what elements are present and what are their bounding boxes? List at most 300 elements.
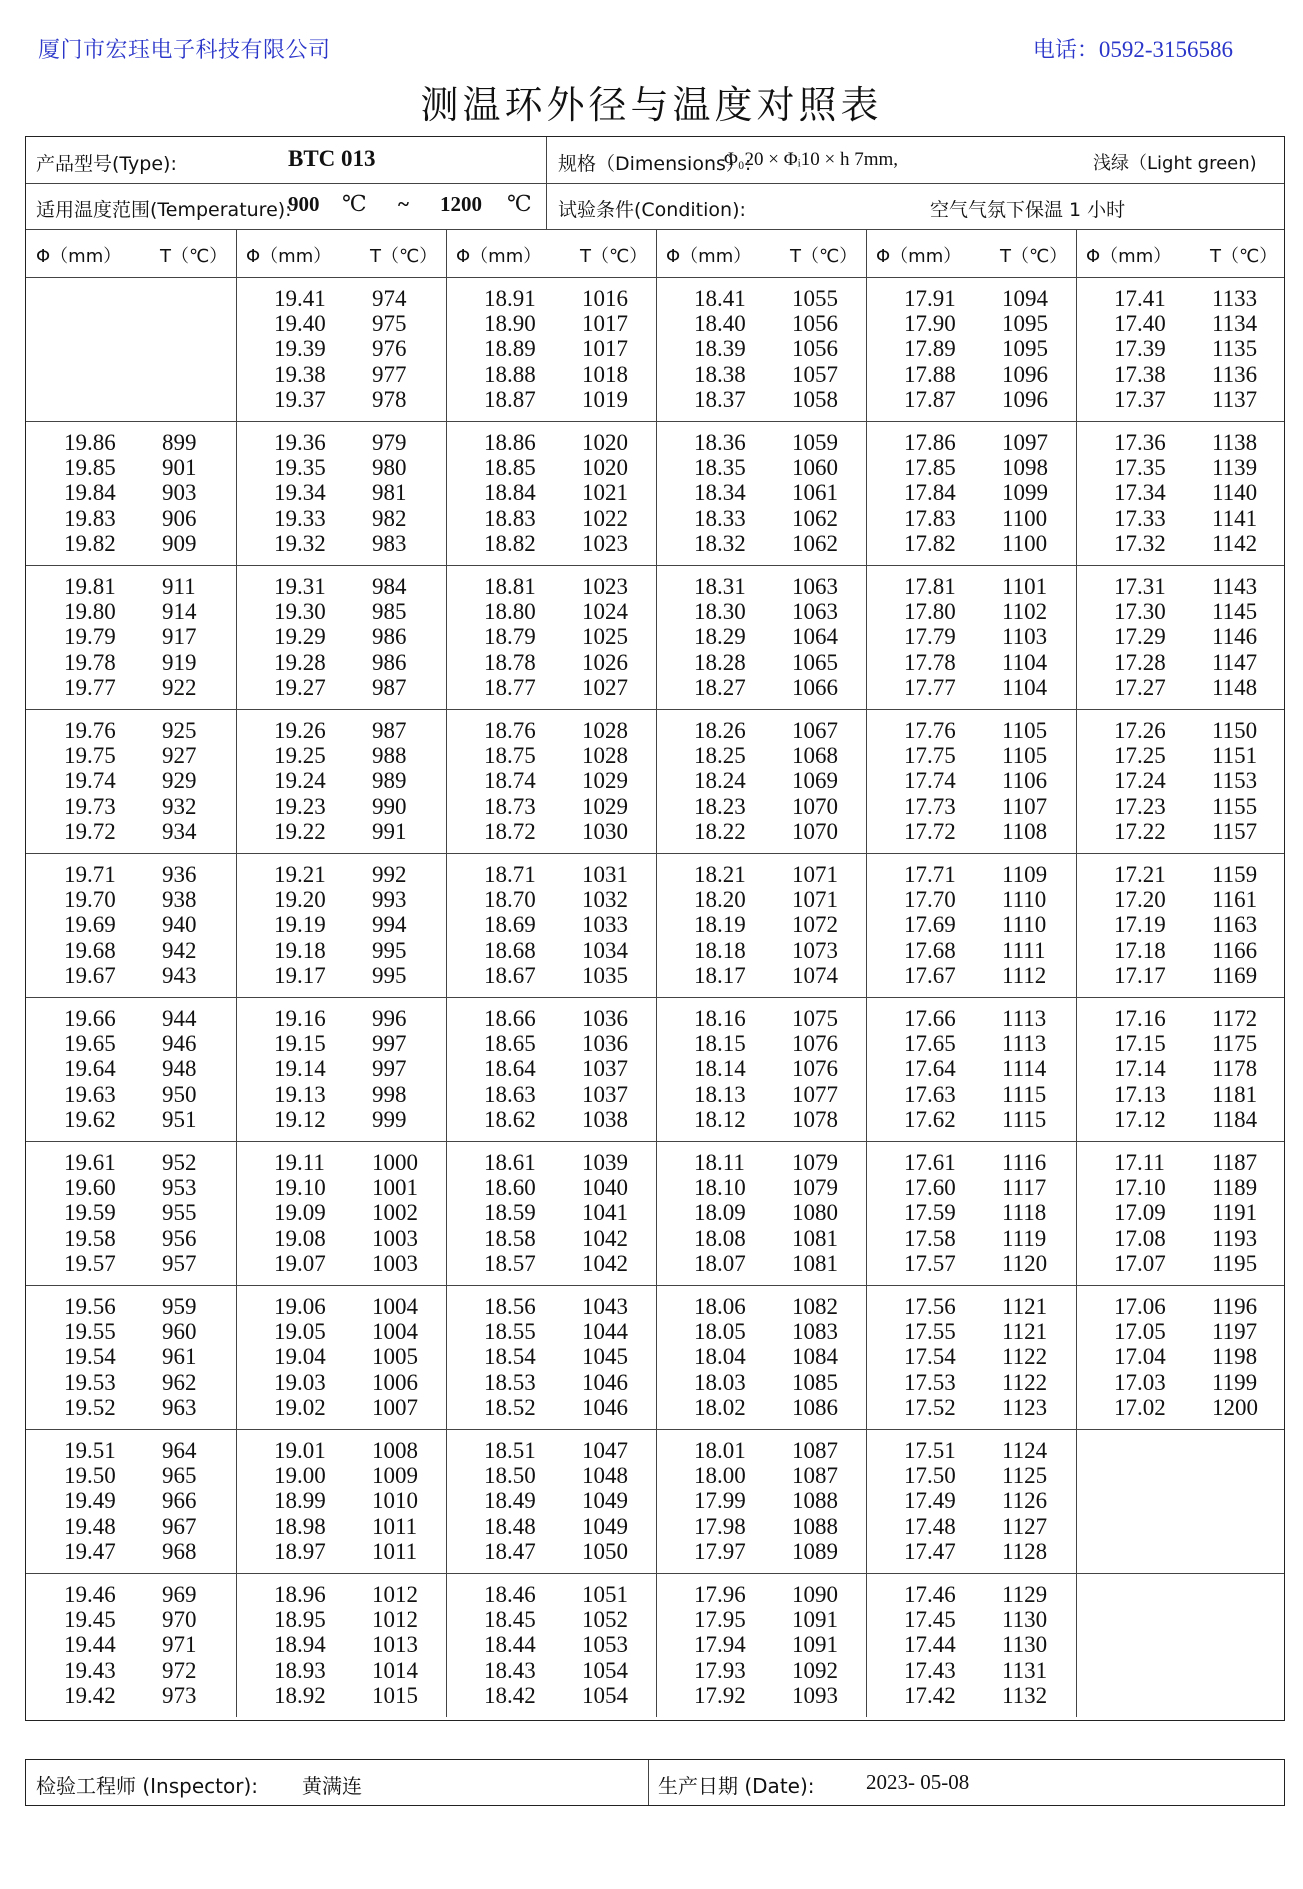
temperature-value: 1083 — [792, 1319, 838, 1345]
diameter-value: 18.17 — [694, 962, 746, 988]
diameter-value: 17.45 — [904, 1607, 956, 1633]
diameter-value: 17.79 — [904, 624, 956, 650]
temperature-value: 1035 — [582, 962, 628, 988]
temperature-value: 917 — [162, 624, 197, 650]
temperature-value: 1191 — [1212, 1200, 1258, 1226]
temperature-value: 1150 — [1212, 718, 1258, 743]
diameter-value: 19.15 — [274, 1031, 326, 1057]
diameter-value: 19.83 — [64, 505, 116, 531]
temperature-value: 1020 — [582, 430, 628, 455]
temperature-value: 971 — [162, 1632, 197, 1658]
temperature-value: 1047 — [582, 1438, 628, 1463]
temperature-value: 1095 — [1002, 336, 1048, 362]
temperature-value: 1076 — [792, 1031, 838, 1057]
diameter-value: 17.19 — [1114, 912, 1166, 938]
diameter-value: 17.09 — [1114, 1200, 1166, 1226]
diameter-value: 19.22 — [274, 818, 326, 844]
temperature-value: 1075 — [792, 1006, 838, 1031]
temperature-value: 1118 — [1002, 1200, 1047, 1226]
diameter-value: 19.57 — [64, 1250, 116, 1276]
diameter-value: 17.73 — [904, 793, 956, 819]
diameter-value: 18.90 — [484, 311, 536, 337]
diameter-value: 17.66 — [904, 1006, 956, 1031]
diameter-value: 18.68 — [484, 937, 536, 963]
diameter-value: 18.27 — [694, 674, 746, 700]
temperature-value: 934 — [162, 818, 197, 844]
temperature-value: 997 — [372, 1056, 407, 1082]
diameter-value: 19.42 — [64, 1682, 116, 1708]
diameter-value: 19.14 — [274, 1056, 326, 1082]
diameter-value: 17.10 — [1114, 1175, 1166, 1201]
temperature-value: 966 — [162, 1488, 197, 1514]
date-value: 2023- 05-08 — [866, 1770, 970, 1794]
diameter-value: 18.48 — [484, 1513, 536, 1539]
diameter-value: 17.06 — [1114, 1294, 1166, 1319]
diameter-value: 18.18 — [694, 937, 746, 963]
diameter-value: 19.76 — [64, 718, 116, 743]
diameter-value: 18.73 — [484, 793, 536, 819]
diameter-value: 17.67 — [904, 962, 956, 988]
diameter-value: 17.98 — [694, 1513, 746, 1539]
diameter-value: 18.65 — [484, 1031, 536, 1057]
diameter-value: 19.00 — [274, 1463, 326, 1489]
temperature-value: 1196 — [1212, 1294, 1258, 1319]
temperature-value: 992 — [372, 862, 407, 887]
diameter-value: 19.40 — [274, 311, 326, 337]
temperature-value: 1050 — [582, 1538, 628, 1564]
diameter-value: 18.85 — [484, 455, 536, 481]
diameter-value: 18.80 — [484, 599, 536, 625]
temperature-value: 1145 — [1212, 599, 1258, 625]
diameter-value: 18.74 — [484, 768, 536, 794]
temperature-value: 959 — [162, 1294, 197, 1319]
temperature-value: 1102 — [1002, 599, 1048, 625]
diameter-value: 17.29 — [1114, 624, 1166, 650]
temperature-value: 1110 — [1002, 887, 1047, 913]
diameter-value: 18.64 — [484, 1056, 536, 1082]
date-label: 生产日期 (Date): — [658, 1774, 815, 1798]
diameter-value: 19.65 — [64, 1031, 116, 1057]
diameter-value: 17.56 — [904, 1294, 956, 1319]
diameter-value: 17.87 — [904, 386, 956, 412]
diameter-value: 19.27 — [274, 674, 326, 700]
diameter-value: 17.28 — [1114, 649, 1166, 675]
diameter-value: 17.80 — [904, 599, 956, 625]
temp-min: 900 — [288, 192, 320, 216]
temperature-value: 1012 — [372, 1582, 418, 1607]
temperature-value: 1193 — [1212, 1225, 1258, 1251]
temperature-value: 1138 — [1212, 430, 1258, 455]
diameter-value: 17.95 — [694, 1607, 746, 1633]
diameter-value: 18.54 — [484, 1344, 536, 1370]
temperature-value: 938 — [162, 887, 197, 913]
temperature-value: 973 — [162, 1682, 197, 1708]
temperature-value: 1065 — [792, 649, 838, 675]
temperature-value: 1189 — [1212, 1175, 1258, 1201]
diameter-value: 19.78 — [64, 649, 116, 675]
diameter-value: 17.97 — [694, 1538, 746, 1564]
temperature-value: 944 — [162, 1006, 197, 1031]
temperature-value: 1159 — [1212, 862, 1258, 887]
temperature-value: 1090 — [792, 1582, 838, 1607]
diameter-value: 19.19 — [274, 912, 326, 938]
diameter-value: 18.22 — [694, 818, 746, 844]
temperature-value: 988 — [372, 743, 407, 769]
temperature-value: 993 — [372, 887, 407, 913]
diameter-value: 18.76 — [484, 718, 536, 743]
diameter-value: 18.10 — [694, 1175, 746, 1201]
temperature-value: 1008 — [372, 1438, 418, 1463]
diameter-value: 18.02 — [694, 1394, 746, 1420]
temperature-value: 1021 — [582, 480, 628, 506]
diameter-value: 18.50 — [484, 1463, 536, 1489]
diameter-value: 18.13 — [694, 1081, 746, 1107]
diameter-value: 17.60 — [904, 1175, 956, 1201]
diameter-value: 18.21 — [694, 862, 746, 887]
diameter-value: 18.11 — [694, 1150, 745, 1175]
temperature-value: 983 — [372, 530, 407, 556]
temperature-value: 1062 — [792, 530, 838, 556]
diameter-value: 18.24 — [694, 768, 746, 794]
temperature-value: 1163 — [1212, 912, 1258, 938]
diameter-value: 19.30 — [274, 599, 326, 625]
temperature-value: 1060 — [792, 455, 838, 481]
temperature-value: 1036 — [582, 1006, 628, 1031]
temperature-value: 977 — [372, 361, 407, 387]
temperature-value: 1143 — [1212, 574, 1258, 599]
temp-max: 1200 — [440, 192, 482, 216]
diameter-value: 17.25 — [1114, 743, 1166, 769]
temperature-value: 1130 — [1002, 1607, 1048, 1633]
diameter-value: 17.41 — [1114, 286, 1166, 311]
diameter-value: 17.50 — [904, 1463, 956, 1489]
diameter-value: 19.46 — [64, 1582, 116, 1607]
temperature-value: 1133 — [1212, 286, 1258, 311]
temperature-value: 1037 — [582, 1081, 628, 1107]
diameter-value: 17.13 — [1114, 1081, 1166, 1107]
temperature-value: 1175 — [1212, 1031, 1258, 1057]
diameter-value: 17.16 — [1114, 1006, 1166, 1031]
temperature-value: 1197 — [1212, 1319, 1258, 1345]
diameter-value: 18.88 — [484, 361, 536, 387]
diameter-value: 18.75 — [484, 743, 536, 769]
diameter-value: 18.91 — [484, 286, 536, 311]
diameter-value: 18.56 — [484, 1294, 536, 1319]
temperature-value: 1032 — [582, 887, 628, 913]
temperature-value: 980 — [372, 455, 407, 481]
diameter-value: 18.32 — [694, 530, 746, 556]
temperature-value: 1056 — [792, 311, 838, 337]
temperature-value: 969 — [162, 1582, 197, 1607]
temperature-value: 1017 — [582, 336, 628, 362]
diameter-value: 18.97 — [274, 1538, 326, 1564]
temperature-value: 1122 — [1002, 1369, 1048, 1395]
temperature-value: 1003 — [372, 1250, 418, 1276]
temperature-value: 1161 — [1212, 887, 1258, 913]
diameter-value: 17.64 — [904, 1056, 956, 1082]
diameter-value: 19.50 — [64, 1463, 116, 1489]
temperature-value: 1046 — [582, 1369, 628, 1395]
temperature-value: 1079 — [792, 1175, 838, 1201]
temperature-value: 989 — [372, 768, 407, 794]
temperature-value: 997 — [372, 1031, 407, 1057]
temperature-value: 956 — [162, 1225, 197, 1251]
diameter-value: 19.47 — [64, 1538, 116, 1564]
temperature-value: 1023 — [582, 530, 628, 556]
temperature-value: 950 — [162, 1081, 197, 1107]
diameter-value: 18.79 — [484, 624, 536, 650]
temperature-value: 961 — [162, 1344, 197, 1370]
diameter-value: 18.70 — [484, 887, 536, 913]
diameter-value: 17.78 — [904, 649, 956, 675]
diameter-value: 17.86 — [904, 430, 956, 455]
diameter-value: 18.34 — [694, 480, 746, 506]
footer — [25, 1759, 1285, 1806]
temperature-value: 1068 — [792, 743, 838, 769]
temperature-value: 1038 — [582, 1106, 628, 1132]
temperature-value: 1099 — [1002, 480, 1048, 506]
diameter-value: 17.35 — [1114, 455, 1166, 481]
temperature-value: 1125 — [1002, 1463, 1048, 1489]
diameter-value: 17.37 — [1114, 386, 1166, 412]
temperature-value: 1121 — [1002, 1294, 1048, 1319]
temperature-value: 1127 — [1002, 1513, 1048, 1539]
temperature-value: 1019 — [582, 386, 628, 412]
temperature-value: 1105 — [1002, 743, 1048, 769]
diameter-value: 19.79 — [64, 624, 116, 650]
diameter-value: 18.04 — [694, 1344, 746, 1370]
diameter-value: 17.52 — [904, 1394, 956, 1420]
diameter-value: 19.26 — [274, 718, 326, 743]
temperature-value: 1109 — [1002, 862, 1048, 887]
temperature-value: 1084 — [792, 1344, 838, 1370]
temperature-value: 1052 — [582, 1607, 628, 1633]
diameter-value: 18.53 — [484, 1369, 536, 1395]
temperature-value: 964 — [162, 1438, 197, 1463]
inspector-label: 检验工程师 (Inspector): — [36, 1774, 258, 1798]
temperature-value: 1088 — [792, 1513, 838, 1539]
diameter-value: 19.25 — [274, 743, 326, 769]
temperature-value: 1128 — [1002, 1538, 1048, 1564]
diameter-value: 18.96 — [274, 1582, 326, 1607]
diameter-value: 17.44 — [904, 1632, 956, 1658]
temperature-value: 952 — [162, 1150, 197, 1175]
diameter-value: 19.82 — [64, 530, 116, 556]
diameter-value: 17.22 — [1114, 818, 1166, 844]
diameter-value: 18.47 — [484, 1538, 536, 1564]
diameter-value: 18.59 — [484, 1200, 536, 1226]
diameter-value: 19.13 — [274, 1081, 326, 1107]
temperature-value: 1014 — [372, 1657, 418, 1683]
temperature-value: 1157 — [1212, 818, 1258, 844]
temperature-value: 903 — [162, 480, 197, 506]
temperature-value: 1087 — [792, 1463, 838, 1489]
temperature-value: 979 — [372, 430, 407, 455]
diameter-value: 18.26 — [694, 718, 746, 743]
temperature-value: 1028 — [582, 743, 628, 769]
temperature-value: 1072 — [792, 912, 838, 938]
diameter-value: 18.09 — [694, 1200, 746, 1226]
diameter-value: 18.40 — [694, 311, 746, 337]
temperature-value: 1115 — [1002, 1081, 1047, 1107]
dimensions-label: 规格（Dimensions）: — [558, 153, 752, 175]
temperature-value: 1059 — [792, 430, 838, 455]
diameter-value: 17.74 — [904, 768, 956, 794]
temperature-value: 1056 — [792, 336, 838, 362]
diameter-value: 19.18 — [274, 937, 326, 963]
temperature-value: 1063 — [792, 574, 838, 599]
diameter-value: 17.43 — [904, 1657, 956, 1683]
company-name: 厦门市宏珏电子科技有限公司 — [38, 38, 331, 63]
diameter-value: 17.72 — [904, 818, 956, 844]
temperature-value: 1070 — [792, 793, 838, 819]
diameter-value: 18.20 — [694, 887, 746, 913]
diameter-value: 19.45 — [64, 1607, 116, 1633]
temperature-value: 1020 — [582, 455, 628, 481]
diameter-value: 17.07 — [1114, 1250, 1166, 1276]
diameter-value: 19.24 — [274, 768, 326, 794]
temperature-value: 1100 — [1002, 505, 1048, 531]
type-label: 产品型号(Type): — [36, 153, 177, 175]
dimensions-value: Φ₀20 × Φᵢ10 × h 7mm, — [724, 149, 898, 170]
diameter-value: 19.04 — [274, 1344, 326, 1370]
diameter-value: 18.60 — [484, 1175, 536, 1201]
diameter-value: 19.36 — [274, 430, 326, 455]
temperature-value: 901 — [162, 455, 197, 481]
diameter-value: 19.32 — [274, 530, 326, 556]
diameter-value: 17.42 — [904, 1682, 956, 1708]
diameter-value: 19.21 — [274, 862, 326, 887]
temperature-value: 1003 — [372, 1225, 418, 1251]
temperature-value: 987 — [372, 718, 407, 743]
temperature-value: 1044 — [582, 1319, 628, 1345]
temperature-value: 1042 — [582, 1225, 628, 1251]
temperature-value: 1049 — [582, 1488, 628, 1514]
temperature-value: 948 — [162, 1056, 197, 1082]
temperature-value: 974 — [372, 286, 407, 311]
temperature-value: 1034 — [582, 937, 628, 963]
diameter-value: 19.70 — [64, 887, 116, 913]
temperature-value: 1051 — [582, 1582, 628, 1607]
diameter-value: 17.40 — [1114, 311, 1166, 337]
diameter-value: 19.69 — [64, 912, 116, 938]
temperature-value: 1166 — [1212, 937, 1258, 963]
temperature-value: 1126 — [1002, 1488, 1048, 1514]
temperature-value: 1107 — [1002, 793, 1048, 819]
diameter-value: 17.75 — [904, 743, 956, 769]
diameter-value: 17.68 — [904, 937, 956, 963]
temperature-value: 1131 — [1002, 1657, 1048, 1683]
type-value: BTC 013 — [288, 146, 376, 171]
temperature-value: 1115 — [1002, 1106, 1047, 1132]
diameter-value: 18.57 — [484, 1250, 536, 1276]
diameter-value: 19.39 — [274, 336, 326, 362]
temperature-value: 1094 — [1002, 286, 1048, 311]
conversion-table — [25, 136, 1285, 1721]
temperature-value: 1025 — [582, 624, 628, 650]
temperature-value: 1130 — [1002, 1632, 1048, 1658]
temperature-value: 1117 — [1002, 1175, 1047, 1201]
temperature-value: 1080 — [792, 1200, 838, 1226]
diameter-value: 18.52 — [484, 1394, 536, 1420]
color-value: 浅绿（Light green) — [1093, 153, 1257, 174]
diameter-value: 18.39 — [694, 336, 746, 362]
diameter-value: 19.43 — [64, 1657, 116, 1683]
temperature-value: 1101 — [1002, 574, 1048, 599]
diameter-value: 17.59 — [904, 1200, 956, 1226]
diameter-value: 19.61 — [64, 1150, 116, 1175]
diameter-value: 17.57 — [904, 1250, 956, 1276]
diameter-value: 18.44 — [484, 1632, 536, 1658]
temperature-value: 1015 — [372, 1682, 418, 1708]
temperature-value: 914 — [162, 599, 197, 625]
diameter-value: 17.11 — [1114, 1150, 1165, 1175]
phone-label: 电话： — [1032, 38, 1099, 63]
diameter-value: 17.38 — [1114, 361, 1166, 387]
temp-unit-max: ℃ — [507, 191, 532, 216]
diameter-value: 19.85 — [64, 455, 116, 481]
temperature-value: 1011 — [372, 1513, 418, 1539]
temperature-value: 1122 — [1002, 1344, 1048, 1370]
diameter-value: 18.42 — [484, 1682, 536, 1708]
column-header-temp: T（℃） — [580, 246, 648, 267]
temperature-value: 1010 — [372, 1488, 418, 1514]
temperature-value: 1029 — [582, 768, 628, 794]
temperature-value: 1079 — [792, 1150, 838, 1175]
temperature-value: 1195 — [1212, 1250, 1258, 1276]
diameter-value: 18.46 — [484, 1582, 536, 1607]
temperature-value: 1078 — [792, 1106, 838, 1132]
diameter-value: 19.62 — [64, 1106, 116, 1132]
diameter-value: 18.43 — [484, 1657, 536, 1683]
diameter-value: 18.25 — [694, 743, 746, 769]
diameter-value: 19.17 — [274, 962, 326, 988]
temperature-value: 982 — [372, 505, 407, 531]
temperature-value: 1069 — [792, 768, 838, 794]
column-header-phi: Φ（mm） — [666, 246, 752, 267]
temperature-value: 1081 — [792, 1250, 838, 1276]
diameter-value: 19.10 — [274, 1175, 326, 1201]
diameter-value: 19.35 — [274, 455, 326, 481]
diameter-value: 17.58 — [904, 1225, 956, 1251]
temperature-value: 1066 — [792, 674, 838, 700]
column-header-phi: Φ（mm） — [36, 246, 122, 267]
temperature-value: 960 — [162, 1319, 197, 1345]
page-title: 测温环外径与温度对照表 — [420, 83, 883, 127]
temperature-value: 1041 — [582, 1200, 628, 1226]
diameter-value: 19.52 — [64, 1394, 116, 1420]
temperature-value: 953 — [162, 1175, 197, 1201]
temperature-value: 1004 — [372, 1319, 418, 1345]
temperature-value: 1027 — [582, 674, 628, 700]
temperature-value: 1028 — [582, 718, 628, 743]
diameter-value: 18.72 — [484, 818, 536, 844]
diameter-value: 19.38 — [274, 361, 326, 387]
temperature-value: 1004 — [372, 1294, 418, 1319]
temperature-value: 955 — [162, 1200, 197, 1226]
temperature-value: 1199 — [1212, 1369, 1258, 1395]
temperature-value: 1089 — [792, 1538, 838, 1564]
diameter-value: 18.05 — [694, 1319, 746, 1345]
temperature-value: 1151 — [1212, 743, 1258, 769]
temperature-value: 1005 — [372, 1344, 418, 1370]
temperature-value: 1098 — [1002, 455, 1048, 481]
diameter-value: 17.88 — [904, 361, 956, 387]
temperature-value: 1142 — [1212, 530, 1258, 556]
temperature-value: 1091 — [792, 1632, 838, 1658]
temperature-value: 1112 — [1002, 962, 1047, 988]
diameter-value: 17.39 — [1114, 336, 1166, 362]
